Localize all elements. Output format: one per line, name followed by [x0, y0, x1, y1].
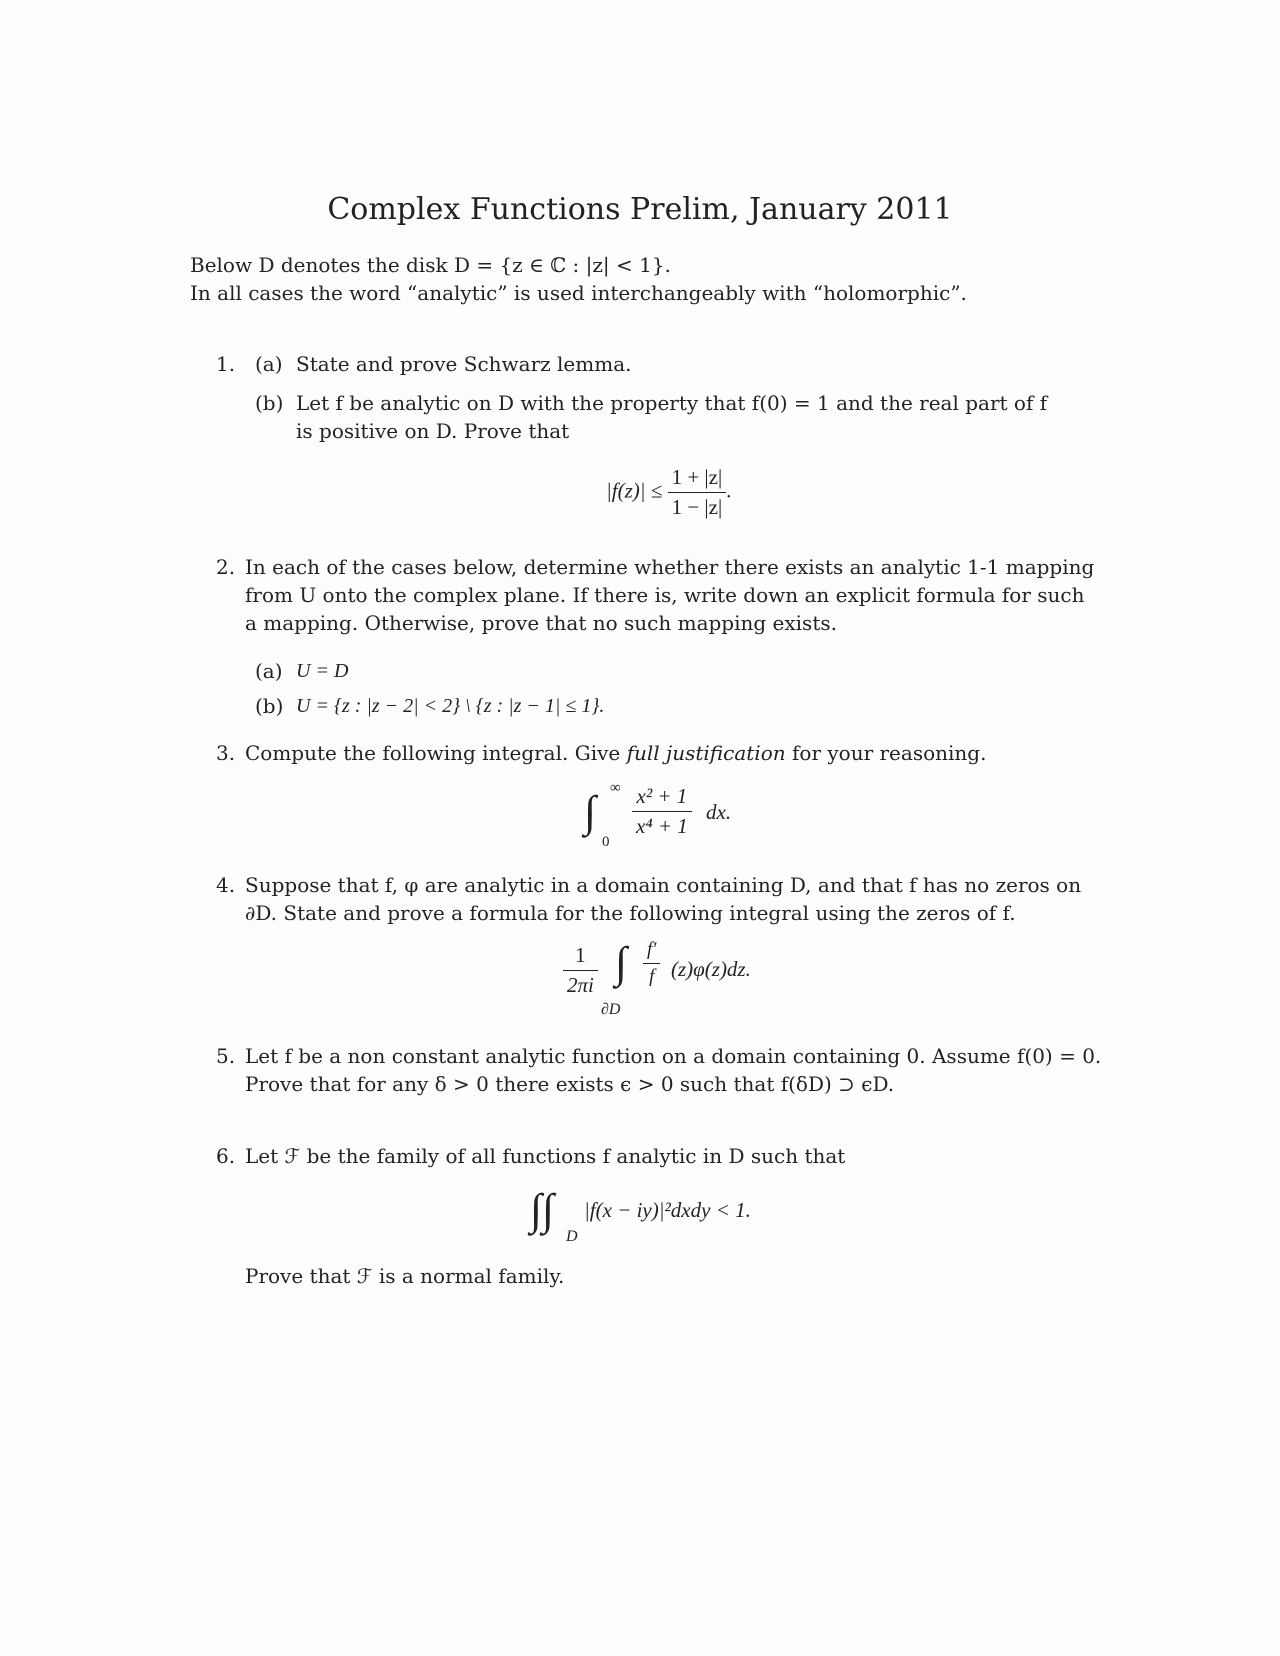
eq-end: (z)φ(z)dz. — [671, 957, 751, 981]
eq-body: |f(x − iy)|²dxdy < 1. — [584, 1198, 751, 1222]
problem-number: 5. — [216, 1044, 236, 1068]
double-integral-equation — [530, 1184, 820, 1254]
text-after: for your reasoning. — [785, 741, 987, 765]
intro-line-2: In all cases the word “analytic” is used interchangeably with “holomorphic”. — [190, 281, 967, 305]
problem-text-line: Prove that ℱ is a normal family. — [245, 1264, 565, 1288]
equation — [606, 465, 731, 520]
problem-text-line: Let f be a non constant analytic function on a domain containing 0. Assume f(0) = 0. — [245, 1044, 1102, 1068]
page-title: Complex Functions Prelim, January 2011 — [327, 192, 953, 227]
part-label: (a) — [255, 659, 283, 683]
problem-text-line: In each of the cases below, determine whether there exists an analytic 1-1 mapping — [245, 555, 1095, 579]
intro-line-1: Below D denotes the disk D = {z ∈ ℂ : |z| < 1}. — [190, 253, 671, 277]
eq-end: dx. — [706, 800, 732, 824]
problem-number: 2. — [216, 555, 236, 579]
fraction-denominator: 2πi — [567, 973, 594, 997]
fraction — [668, 465, 727, 520]
fraction-denominator: x⁴ + 1 — [636, 814, 688, 838]
part-text: U = D — [296, 660, 349, 682]
integral-subscript: D — [566, 1228, 578, 1245]
part-text: State and prove Schwarz lemma. — [296, 352, 632, 376]
contour-integral-equation — [563, 938, 823, 1023]
part-label: (b) — [255, 694, 284, 718]
problem-text-line: from U onto the complex plane. If there is, write down an explicit formula for such — [245, 583, 1085, 607]
problem-text-line: Prove that for any δ > 0 there exists ϵ > 0 such that f(δD) ⊃ ϵD. — [245, 1072, 895, 1096]
problem-text — [245, 739, 986, 767]
text-before: Compute the following integral. Give — [245, 741, 627, 765]
problem-text-line: a mapping. Otherwise, prove that no such mapping exists. — [245, 611, 837, 635]
eq-lhs: |f(z)| ≤ — [606, 478, 663, 503]
part-text-line: is positive on D. Prove that — [296, 419, 570, 443]
integral-lower-limit: 0 — [602, 834, 610, 850]
problem-text-line: Suppose that f, φ are analytic in a domain containing D, and that f has no zeros on — [245, 873, 1082, 897]
derivative-fraction — [643, 939, 660, 988]
fraction — [632, 784, 692, 839]
problem-number: 1. — [216, 352, 236, 376]
fraction-numerator: 1 + |z| — [668, 465, 727, 493]
fraction-denominator: f — [649, 966, 655, 987]
integral-sign: ∫ — [584, 787, 597, 836]
double-integral-sign: ∫∫ — [530, 1185, 555, 1234]
problem-number: 3. — [216, 741, 236, 765]
problem-number: 6. — [216, 1144, 236, 1168]
problem-text-line: ∂D. State and prove a formula for the following integral using the zeros of f. — [245, 901, 1016, 925]
part-label: (b) — [255, 391, 284, 415]
fraction-numerator: x² + 1 — [632, 784, 692, 812]
problem-number: 4. — [216, 873, 236, 897]
integral-sign: ∫ — [615, 938, 628, 987]
text-emphasis: full justification — [626, 741, 786, 765]
eq-end: . — [726, 478, 732, 503]
fraction-denominator: 1 − |z| — [671, 495, 723, 519]
part-text-line: Let f be analytic on D with the property that f(0) = 1 and the real part of f — [296, 391, 1048, 415]
fraction-numerator: 1 — [563, 943, 598, 971]
part-text: U = {z : |z − 2| < 2} \ {z : |z − 1| ≤ 1}. — [296, 695, 605, 717]
integral-subscript: ∂D — [601, 1001, 621, 1018]
fraction — [563, 943, 598, 998]
part-label: (a) — [255, 352, 283, 376]
problem-text-line: Let ℱ be the family of all functions f analytic in D such that — [245, 1144, 846, 1168]
fraction-numerator: f′ — [643, 939, 660, 964]
integral-upper-limit: ∞ — [610, 780, 621, 796]
